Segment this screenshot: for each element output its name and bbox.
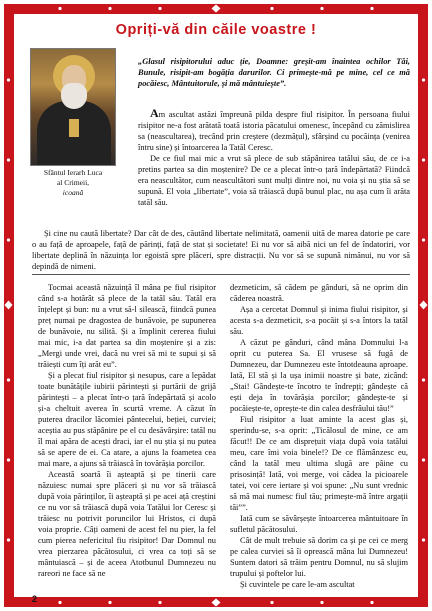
opening-quote: „Glasul risipitorului aduc ție, Doamne: greșit-am înaintea ochilor Tăi, Bunule, risipit-am bogăția darurilor. Ci primește-mă pe mine, cel ce mă pocăiesc, Mântuitorule, și mă mântuiește”. [138, 57, 410, 88]
cross-shape [69, 119, 79, 137]
drop-initial: A [150, 106, 159, 120]
saint-icon-image [30, 48, 116, 166]
caption-line-2: al Crimeii, [56, 178, 90, 187]
paragraph: Și cine nu caută libertate? Dar cât de des, căutând libertate nelimitată, oamenii uită de marea datorie pe care o au față de aproapele, față de părinți, față de stat și societate! Ei nu vor să aibă nici un fel de îndatoriri, vor libertate deplină în năzuința lor egoistă spre plăceri, spre distracții. Nu vor să se supună nimănui, nu vor să depindă de nimeni. [32, 229, 410, 271]
paragraph: Așa a cercetat Domnul și inima fiului risipitor, și acesta s-a dezmeticit, s-a pocăit și s-a întors la tatăl său. [230, 305, 408, 336]
paragraph: Și a plecat fiul risipitor și nesupus, care a lepădat toate bunătățile iubirii părintești și purtării de grijă părintești – a plecat într-o țară îndepărtată și acolo și-a cheltuit averea în scurtă vreme. A căzut în puterea dracilor lăcomiei pântecelui, beției, curviei; aceștia au pus stăpânire pe el cu desăvârșire: tatăl nu îl mai apăra de acești draci, iar el nu știa și nu putea să se apere de ei. Ca atare, a ajuns la foametea cea mai mare, a ajuns să trăiască în tovărășia porcilor. [38, 371, 216, 468]
paragraph: A căzut pe gânduri, când mâna Domnului l-a oprit cu puterea Sa. El vrusese să fugă de Dumnezeu, dar Dumnezeu este întotdeauna aproape. Iată, El stă și la ușa inimii noastre și bate, zicând: „Stai! Gândește-te încotro te îndrepți; gândește că ești deja în tovărășia porcilor; gândește-te și pocăiește-te, oprește-te din calea desfrâului tău!” [230, 338, 408, 413]
page-number: 2 [32, 594, 38, 604]
paragraph: Această soartă îi așteaptă și pe tinerii care năzuiesc numai spre plăceri și nu vor să trăiască după voia părinților, îi așteaptă și pe acei ață creștini ce nu vor să trăiască după voia Tatălui lor Ceresc și trăiesc nu potrivit poruncilor lui Hristos, ci după voia proprie. Câți oameni de acest fel nu pier, la fel cum pierea nefericitul fiu risipitor! Dar Domnul nu vrea pierzarea păcătosului, ci vrea ca toți să se mântuiască – și de aceea Atotbunul Dumnezeu nu rareori ne face să ne [38, 470, 216, 578]
section-divider [32, 274, 410, 275]
page-title: Opriți-vă din căile voastre ! [115, 22, 317, 38]
intro-text [138, 108, 410, 208]
beard-shape [61, 83, 87, 109]
paragraph: Cât de mult trebuie să dorim ca și pe cei ce merg pe calea curviei să îi oprească mâna lui Dumnezeu! Suntem datori să trăim pentru Domnul, nu să slujim trupului și poftelor lui. [230, 536, 408, 578]
paragraph: Fiul risipitor a luat aminte la acest glas și, sperindu-se, s-a oprit: „Ticălosul de mine, ce am făcut!! De ce am disprețuit viața după voia tatălui meu, care îmi voia binele!? De ce flămânzesc eu, când la tatăl meu ultima slugă are pâine cu prisosință! Iată, voi merge, voi cădea la picioarele tatei, voi cere iertare și voi spune: „Nu sunt vrednic să mă mai numesc fiul tău; primește-mă între argații tăi””. [230, 415, 408, 512]
intro-paragraph: Am ascultat astăzi împreună pilda despre fiul risipitor. În persoana fiului risipitor ne-a fost arătată toată istoria păcatului omenesc, începând cu zămislirea sa (neascultarea), trecând prin creștere (dezmățul), sfârșind cu pocăința (venirea întru sine) și întoarcerea la Tatăl Ceresc. [138, 106, 410, 152]
intro-paragraph: De ce fiul mai mic a vrut să plece de sub stăpânirea tatălui său, de ce i-a pretins partea sa din moștenire? De ce a plecat într-o țară îndepărtată? Fiindcă era neascultător, cum neascultători sunt mulți dintre noi, nu voia și nu știa să se supună. El voia „libertate”, voia să trăiască după bunul plac, nu așa cum îi arăta tatăl său. [138, 154, 410, 207]
paragraph: Tocmai această năzuință îl mâna pe fiul risipitor când s-a hotărât să plece de la tatăl său. Tatăl era înțelept și bun: nu a vrut să-l silească, fiindcă punea preț numai pe dragostea de bunăvoie, pe supunerea de bunăvoie, nu silită. Și a împlinit cererea fiului mai mic, i-a dat partea sa din moștenire și a zis: „Mergi unde vrei, dacă nu vrei să mi te supui și să trăiești cum îți arăt eu”. [38, 283, 216, 369]
left-column [38, 282, 216, 579]
paragraph: Iată cum se săvârșește întoarcerea mântuitoare în sufletul păcătosului. [230, 514, 408, 534]
full-width-paragraph [32, 228, 410, 272]
right-column [230, 282, 408, 590]
caption-line-1: Sfântul Ierarh Luca [43, 168, 103, 177]
paragraph: Și cuvintele pe care le-am ascultat [240, 580, 355, 589]
caption-line-3: icoană [62, 188, 84, 197]
icon-caption [30, 168, 116, 198]
paragraph: dezmeticim, să cădem pe gânduri, să ne oprim din căderea noastră. [230, 283, 408, 303]
two-column-body [38, 282, 408, 592]
page-content [20, 16, 412, 604]
